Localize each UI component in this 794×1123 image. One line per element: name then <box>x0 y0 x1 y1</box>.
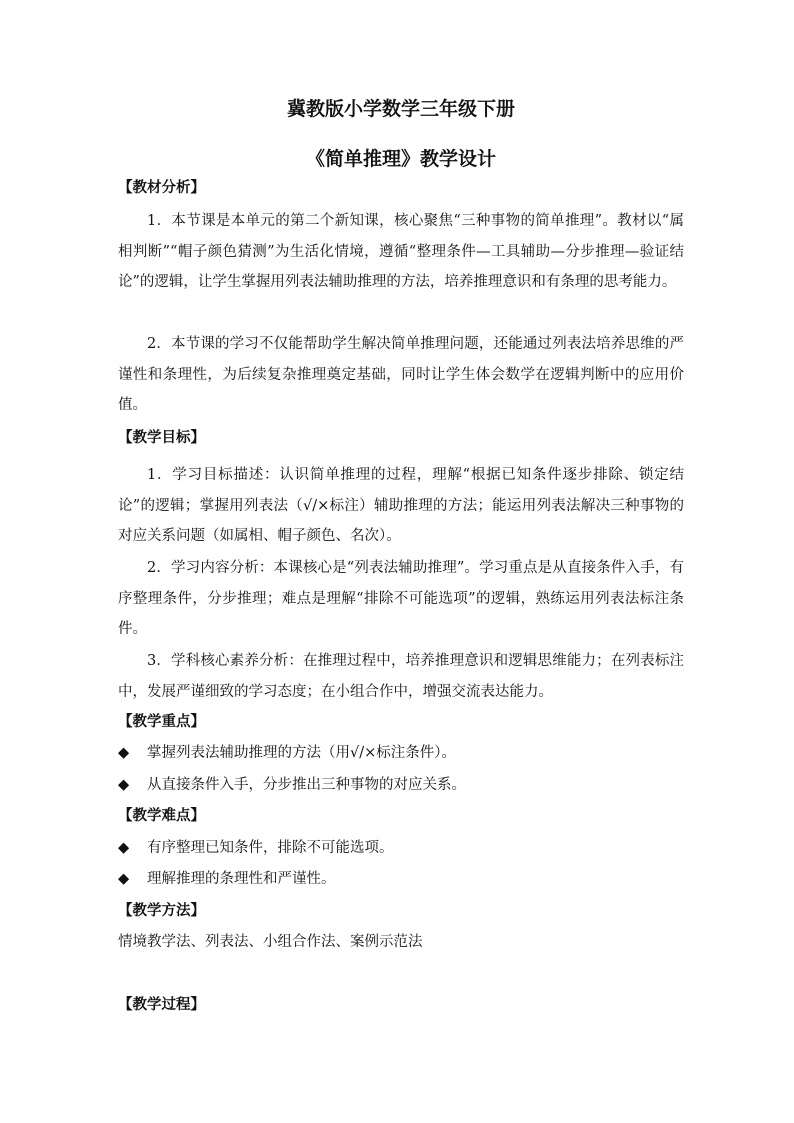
bullet-diamond-icon: ◆ <box>118 777 130 793</box>
analysis-paragraph-1: 1．本节课是本单元的第二个新知课，核心聚焦“三种事物的简单推理”。教材以“属相判断”“帽子颜色猜测”为生活化情境，遵循“整理条件—工具辅助—分步推理—验证结论”的逻辑，让学生掌握用列表法辅助推理的方法，培养推理意识和有条理的思考能力。 <box>118 213 684 290</box>
difficulty-item <box>118 838 394 858</box>
section-heading-key-points: 【教学重点】 <box>118 713 205 730</box>
key-point-text: 掌握列表法辅助推理的方法（用√/×标注条件）。 <box>147 745 457 761</box>
section-heading-methods: 【教学方法】 <box>118 902 205 919</box>
goals-paragraph-3: 3．学科核心素养分析：在推理过程中，培养推理意识和逻辑思维能力；在列表标注中，发展严谨细致的学习态度；在小组合作中，增强交流表达能力。 <box>118 653 684 700</box>
bullet-diamond-icon: ◆ <box>118 840 130 856</box>
section-heading-process: 【教学过程】 <box>118 996 205 1013</box>
section-heading-goals: 【教学目标】 <box>118 429 205 446</box>
difficulty-text: 有序整理已知条件，排除不可能选项。 <box>147 840 394 856</box>
key-point-text: 从直接条件入手，分步推出三种事物的对应关系。 <box>147 777 466 793</box>
analysis-paragraph-2: 2．本节课的学习不仅能帮助学生解决简单推理问题，还能通过列表法培养思维的严谨性和条理性，为后续复杂推理奠定基础，同时让学生体会数学在逻辑判断中的应用价值。 <box>118 336 684 413</box>
goals-paragraph-2: 2．学习内容分析：本课核心是“列表法辅助推理”。学习重点是从直接条件入手，有序整理条件，分步推理；难点是理解“排除不可能选项”的逻辑，熟练运用列表法标注条件。 <box>118 560 684 637</box>
goals-paragraph-1: 1．学习目标描述：认识简单推理的过程，理解“根据已知条件逐步排除、锁定结论”的逻辑；掌握用列表法（√/×标注）辅助推理的方法；能运用列表法解决三种事物的对应关系问题（如属相、帽子颜色、名次）。 <box>118 467 684 544</box>
methods-text: 情境教学法、列表法、小组合作法、案例示范法 <box>118 934 423 950</box>
section-heading-difficulties: 【教学难点】 <box>118 807 205 824</box>
key-point-item <box>118 775 466 795</box>
key-point-item <box>118 743 456 763</box>
difficulty-item <box>118 869 336 889</box>
bullet-diamond-icon: ◆ <box>118 871 130 887</box>
document-title: 冀教版小学数学三年级下册 <box>286 98 515 120</box>
document-subtitle: 《简单推理》教学设计 <box>305 148 496 170</box>
difficulty-text: 理解推理的条理性和严谨性。 <box>147 871 336 887</box>
section-heading-analysis: 【教材分析】 <box>118 179 205 196</box>
bullet-diamond-icon: ◆ <box>118 745 130 761</box>
